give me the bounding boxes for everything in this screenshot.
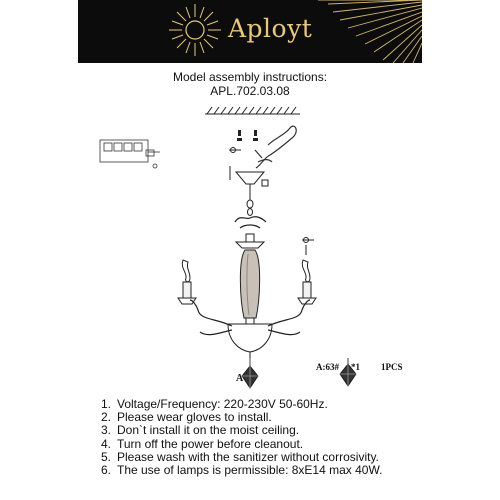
note-item: 4. Turn off the power before cleanout. [101,436,304,451]
model-number: APL.702.03.08 [210,84,290,98]
note-item: 1. Voltage/Frequency: 220-230V 50-60Hz. [101,397,328,411]
canopy [230,166,268,200]
screws-icon [237,130,258,141]
note-item: 3. Don`t install it on the moist ceiling. [101,423,300,438]
document-title: Model assembly instructions: [172,70,328,84]
ceiling-hatch [205,107,300,114]
central-bowl [228,324,272,358]
top-hook-scrolls [235,217,266,228]
central-column [236,234,264,324]
instruction-notes [101,398,382,477]
terminal-block-icon [100,140,160,168]
part-code: A:63# [316,362,339,372]
chain-links [247,200,253,216]
pcs-label: 1PCS [381,362,403,372]
brand-banner [78,0,422,63]
left-candle-holder [178,260,196,304]
right-candle-holder [298,238,316,305]
light-rays [318,0,422,63]
wire-and-chain [255,126,296,168]
part-qty: *1 [351,362,360,372]
note-item: 6. The use of lamps is permissible: 8xE14 max 40W. [101,462,383,477]
assembly-diagram [0,100,500,400]
sunburst-icon [169,4,221,56]
brand-name: Aployt [228,14,313,43]
label-a-left: A [236,373,244,384]
crystal-drop-main [242,358,258,388]
note-item: 2. Please wear gloves to install. [101,410,272,425]
tool-icon [229,148,241,153]
note-item: 5. Please wash with the sanitizer without corrosivity. [101,449,379,464]
